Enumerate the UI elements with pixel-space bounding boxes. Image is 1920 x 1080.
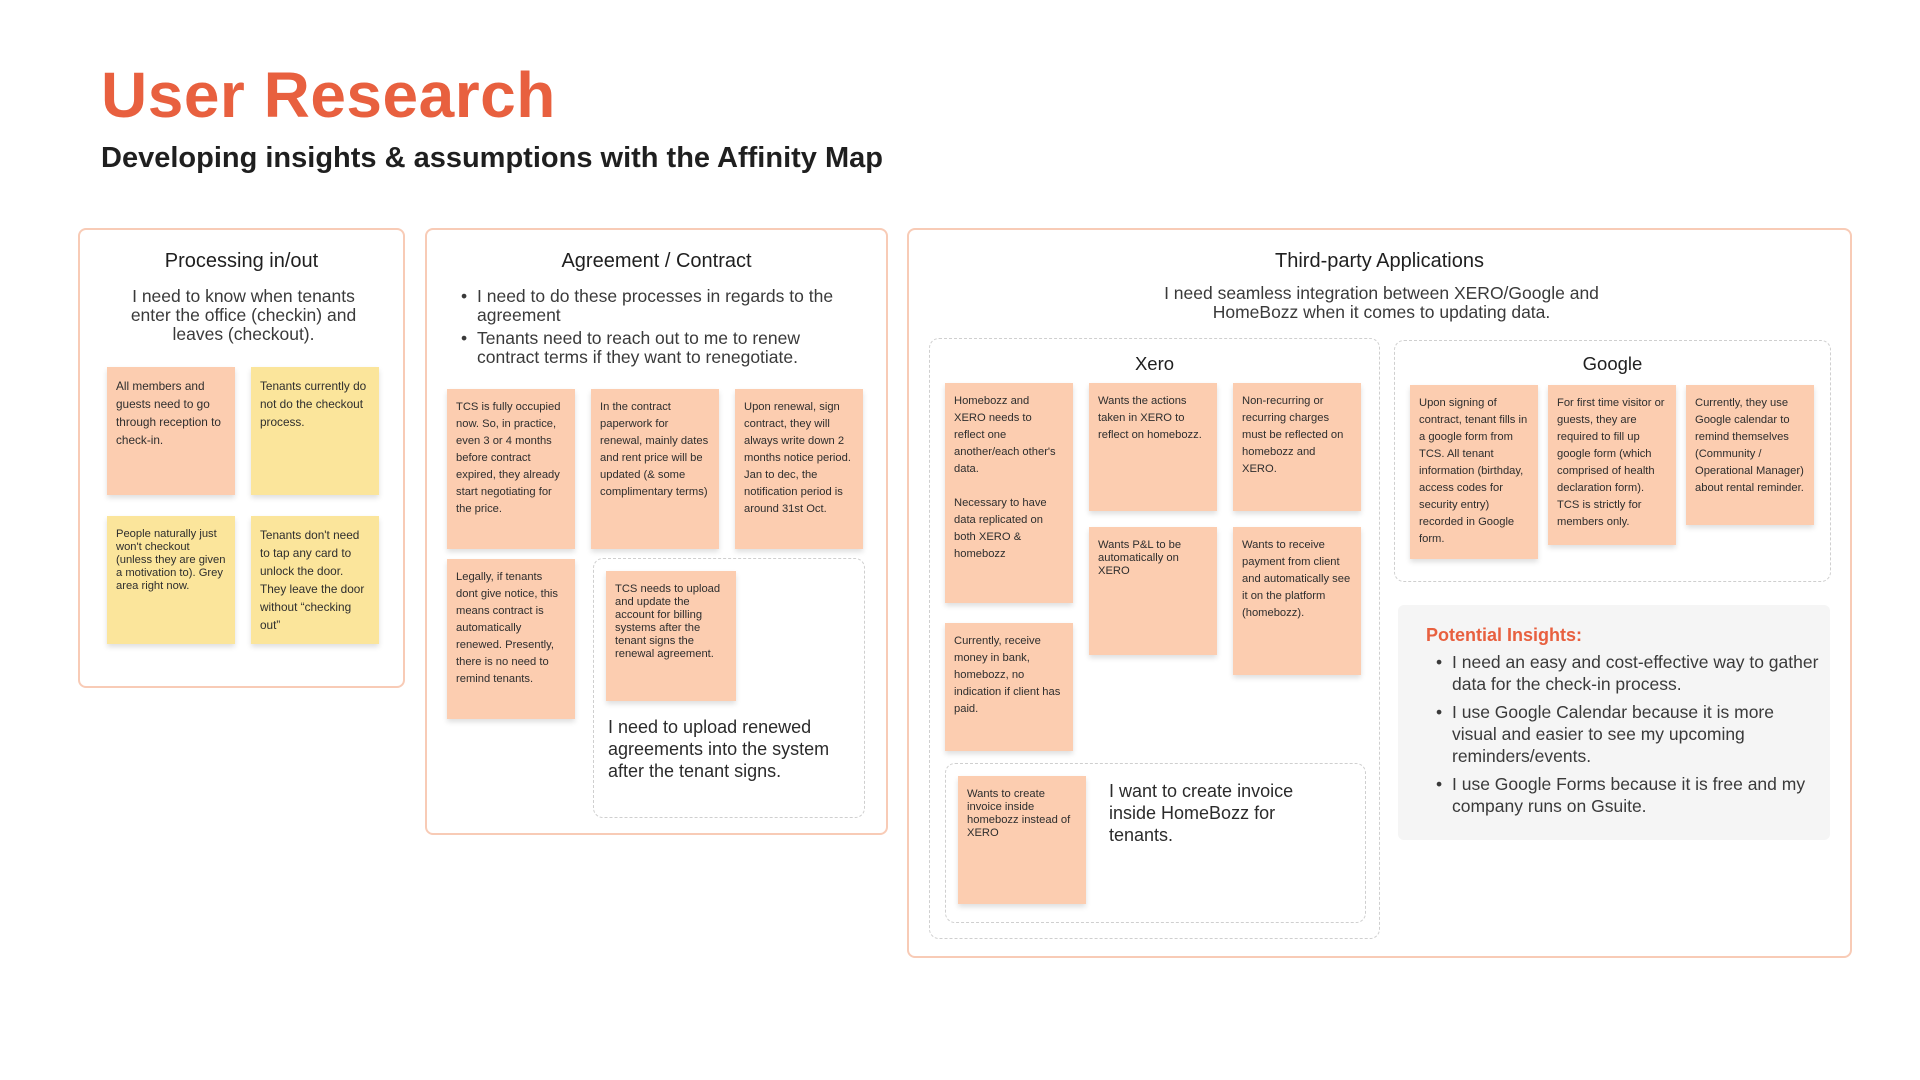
insight-item: • I use Google Forms because it is free and my company runs on Gsuite. [1430,773,1820,817]
sticky-note[interactable]: TCS needs to upload and update the account for billing systems after the tenant signs the renewal agreement. [606,571,736,701]
frame-description-processing: I need to know when tenants enter the office (checkin) and leaves (checkout). [130,286,357,344]
frame-description-third-party: I need seamless integration between XERO/Google and HomeBozz when it comes to updating data. [1164,283,1599,322]
sticky-note[interactable]: For first time visitor or guests, they are required to fill up google form (which comprised of health declaration form). TCS is strictly for members only. [1548,385,1676,545]
sticky-note[interactable]: Homebozz and XERO needs to reflect one another/each other's data. Necessary to have data replicated on both XERO & homebozz [945,383,1073,603]
sticky-note[interactable]: Currently, receive money in bank, homebozz, no indication if client has paid. [945,623,1073,751]
sticky-note[interactable]: TCS is fully occupied now. So, in practice, even 3 or 4 months before contract expired, they already start negotiating for the price. [447,389,575,549]
sticky-note[interactable]: Wants to create invoice inside homebozz instead of XERO [958,776,1086,904]
group-note: I need to upload renewed agreements into the system after the tenant signs. [608,717,830,781]
insights-panel [1398,605,1830,840]
sticky-note[interactable]: Wants P&L to be automatically on XERO [1089,527,1217,655]
sticky-note[interactable]: Upon renewal, sign contract, they will always write down 2 months notice period. Jan to dec, the notification period is around 31st Oct. [735,389,863,549]
sticky-note[interactable]: Tenants currently do not do the checkout process. [251,367,379,495]
sticky-note[interactable]: Tenants don't need to tap any card to unlock the door. They leave the door without “checking out” [251,516,379,644]
group-title-xero: Xero [1134,353,1175,374]
frame-bullets-agreement [459,287,864,371]
sticky-note[interactable]: People naturally just won't checkout (unless they are given a motivation to). Grey area right now. [107,516,235,644]
insight-item: • I use Google Calendar because it is more visual and easier to see my upcoming reminders/events. [1430,701,1820,767]
frame-title-agreement: Agreement / Contract [561,250,752,272]
insights-title: Potential Insights: [1426,625,1583,645]
page-title: User Research [101,59,556,131]
frame-third-party[interactable] [907,228,1852,958]
bullet-item: • Tenants need to reach out to me to renew contract terms if they want to renegotiate. [459,329,864,367]
group-create-invoice [945,763,1366,923]
frame-title-third-party: Third-party Applications [1275,250,1484,272]
sticky-note[interactable]: Currently, they use Google calendar to remind themselves (Community / Operational Manager) about rental reminder. [1686,385,1814,525]
insight-item: • I need an easy and cost-effective way to gather data for the check-in process. [1430,651,1820,695]
insights-list [1430,651,1820,823]
group-google [1394,340,1831,582]
sticky-note[interactable]: Wants the actions taken in XERO to reflect on homebozz. [1089,383,1217,511]
group-note: I want to create invoice inside HomeBozz for tenants. [1109,781,1294,845]
sticky-note[interactable]: In the contract paperwork for renewal, mainly dates and rent price will be updated (& some complimentary terms) [591,389,719,549]
sticky-note[interactable]: Legally, if tenants dont give notice, this means contract is automatically renewed. Presently, there is no need to remind tenants. [447,559,575,719]
page-subtitle: Developing insights & assumptions with the Affinity Map [101,142,883,174]
group-xero [929,338,1380,939]
sticky-note[interactable]: All members and guests need to go through reception to check-in. [107,367,235,495]
sticky-note[interactable]: Wants to receive payment from client and automatically see it on the platform (homebozz). [1233,527,1361,675]
sticky-note[interactable]: Upon signing of contract, tenant fills in a google form from TCS. All tenant information (birthday, access codes for security entry) recorded in Google form. [1410,385,1538,559]
frame-title-processing: Processing in/out [164,250,319,272]
frame-processing[interactable] [78,228,405,688]
sticky-note[interactable]: Non-recurring or recurring charges must be reflected on homebozz and XERO. [1233,383,1361,511]
group-renewal-upload [593,558,865,818]
group-title-google: Google [1582,353,1643,374]
frame-agreement[interactable] [425,228,888,835]
bullet-item: • I need to do these processes in regards to the agreement [459,287,864,325]
